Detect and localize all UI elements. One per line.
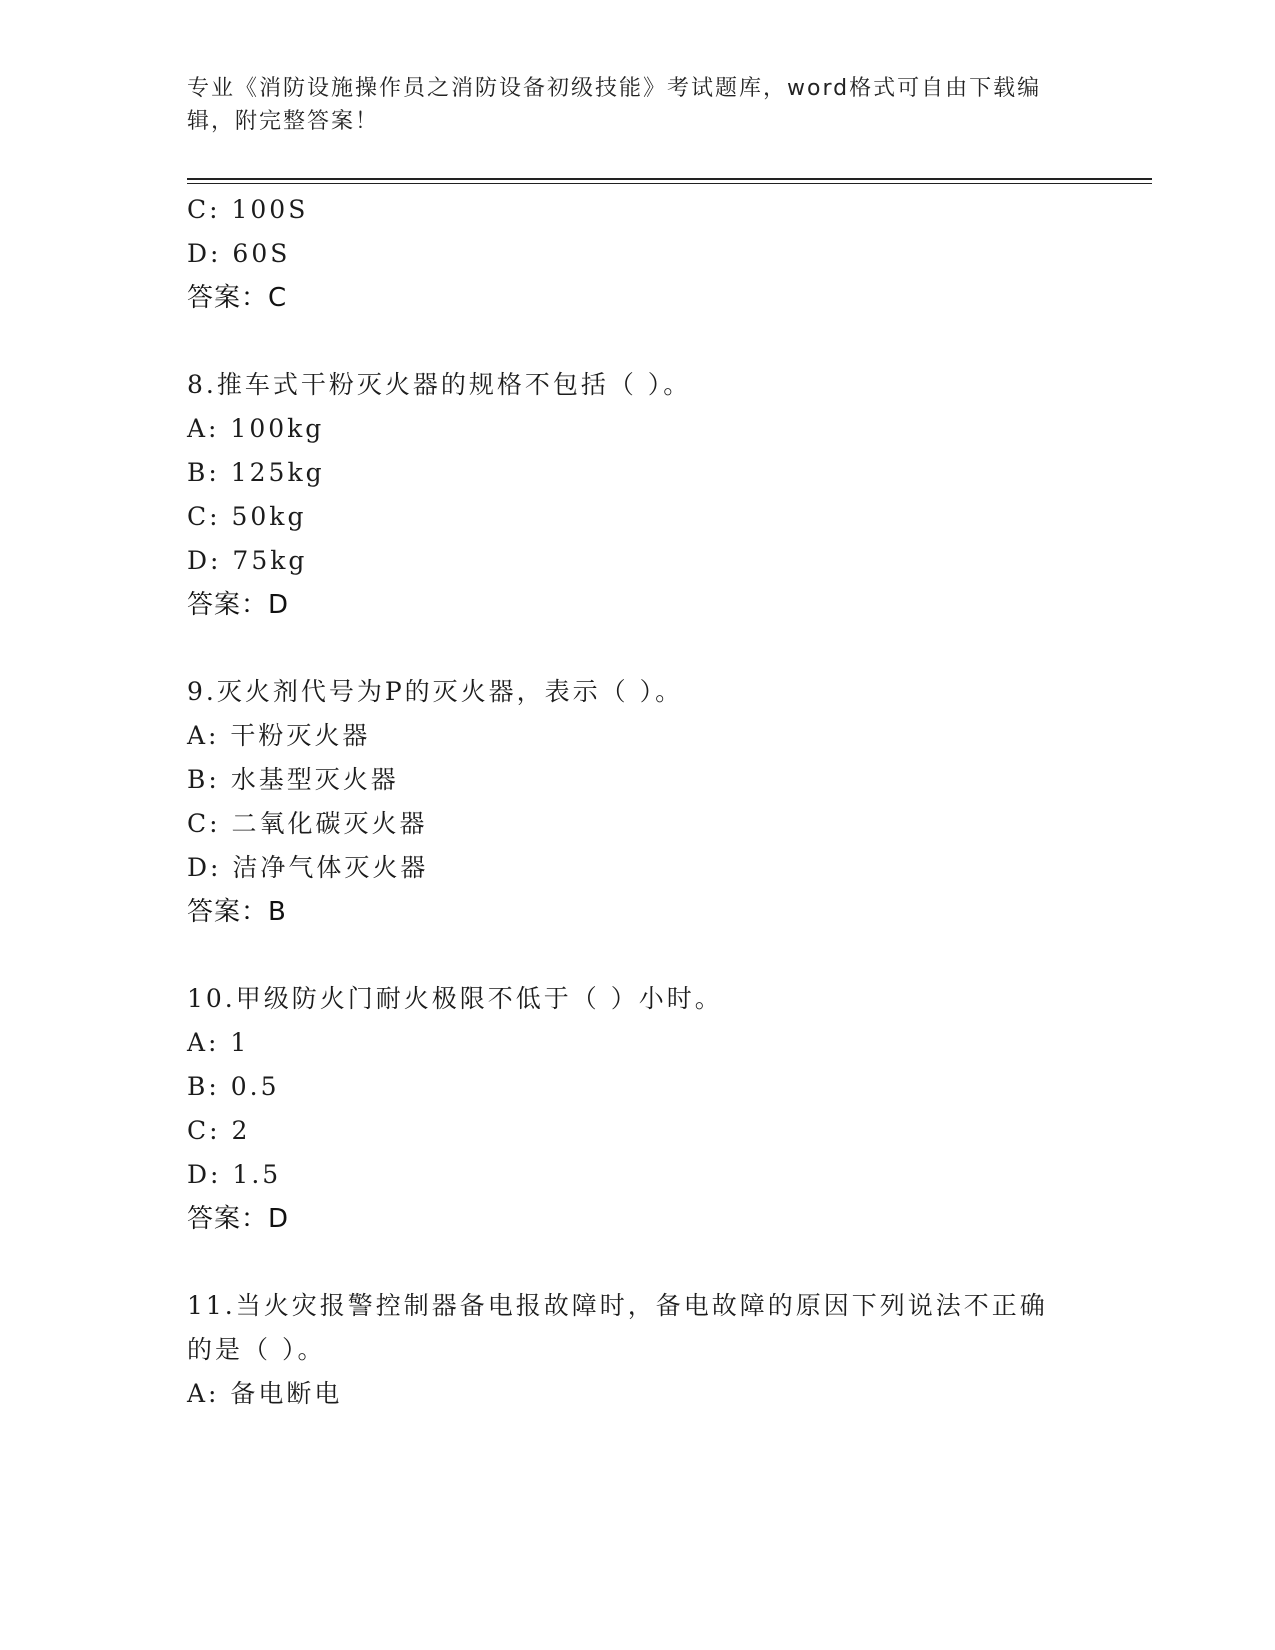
option-d-q7: D: 60S [187,239,291,268]
option-a-q11: A: 备电断电 [187,1379,343,1408]
question-10: 10.甲级防火门耐火极限不低于（ ）小时。 [187,984,723,1013]
header-rule-thin [187,183,1152,184]
option-b-q10: B: 0.5 [187,1072,280,1101]
question-11-line-2: 的是（ ）。 [187,1335,326,1364]
option-d-q9: D: 洁净气体灭火器 [187,853,429,882]
document-header: 专业《消防设施操作员之消防设备初级技能》考试题库，word格式可自由下载编辑，附完整答案！ [187,76,1042,134]
header-rule-thick [187,178,1152,180]
option-d-q10: D: 1.5 [187,1160,282,1189]
option-d-q8: D: 75kg [187,546,308,575]
question-11-line-1: 11.当火灾报警控制器备电报故障时，备电故障的原因下列说法不正确 [187,1291,1048,1320]
option-a-q10: A: 1 [187,1028,250,1057]
option-c-q10: C: 2 [187,1116,251,1145]
answer-q7: 答案：C [187,283,288,313]
question-8: 8.推车式干粉灭火器的规格不包括（ ）。 [187,370,692,399]
option-c-q8: C: 50kg [187,502,307,531]
option-a-q8: A: 100kg [187,414,325,443]
option-c-q9: C: 二氧化碳灭火器 [187,809,428,838]
answer-q10: 答案：D [187,1204,290,1234]
option-a-q9: A: 干粉灭火器 [187,721,371,750]
option-b-q8: B: 125kg [187,458,325,487]
question-9: 9.灭火剂代号为P的灭火器，表示（ ）。 [187,677,684,706]
option-b-q9: B: 水基型灭火器 [187,765,399,794]
answer-q8: 答案：D [187,590,290,620]
answer-q9: 答案：B [187,897,287,927]
option-c-q7: C: 100S [187,195,309,224]
